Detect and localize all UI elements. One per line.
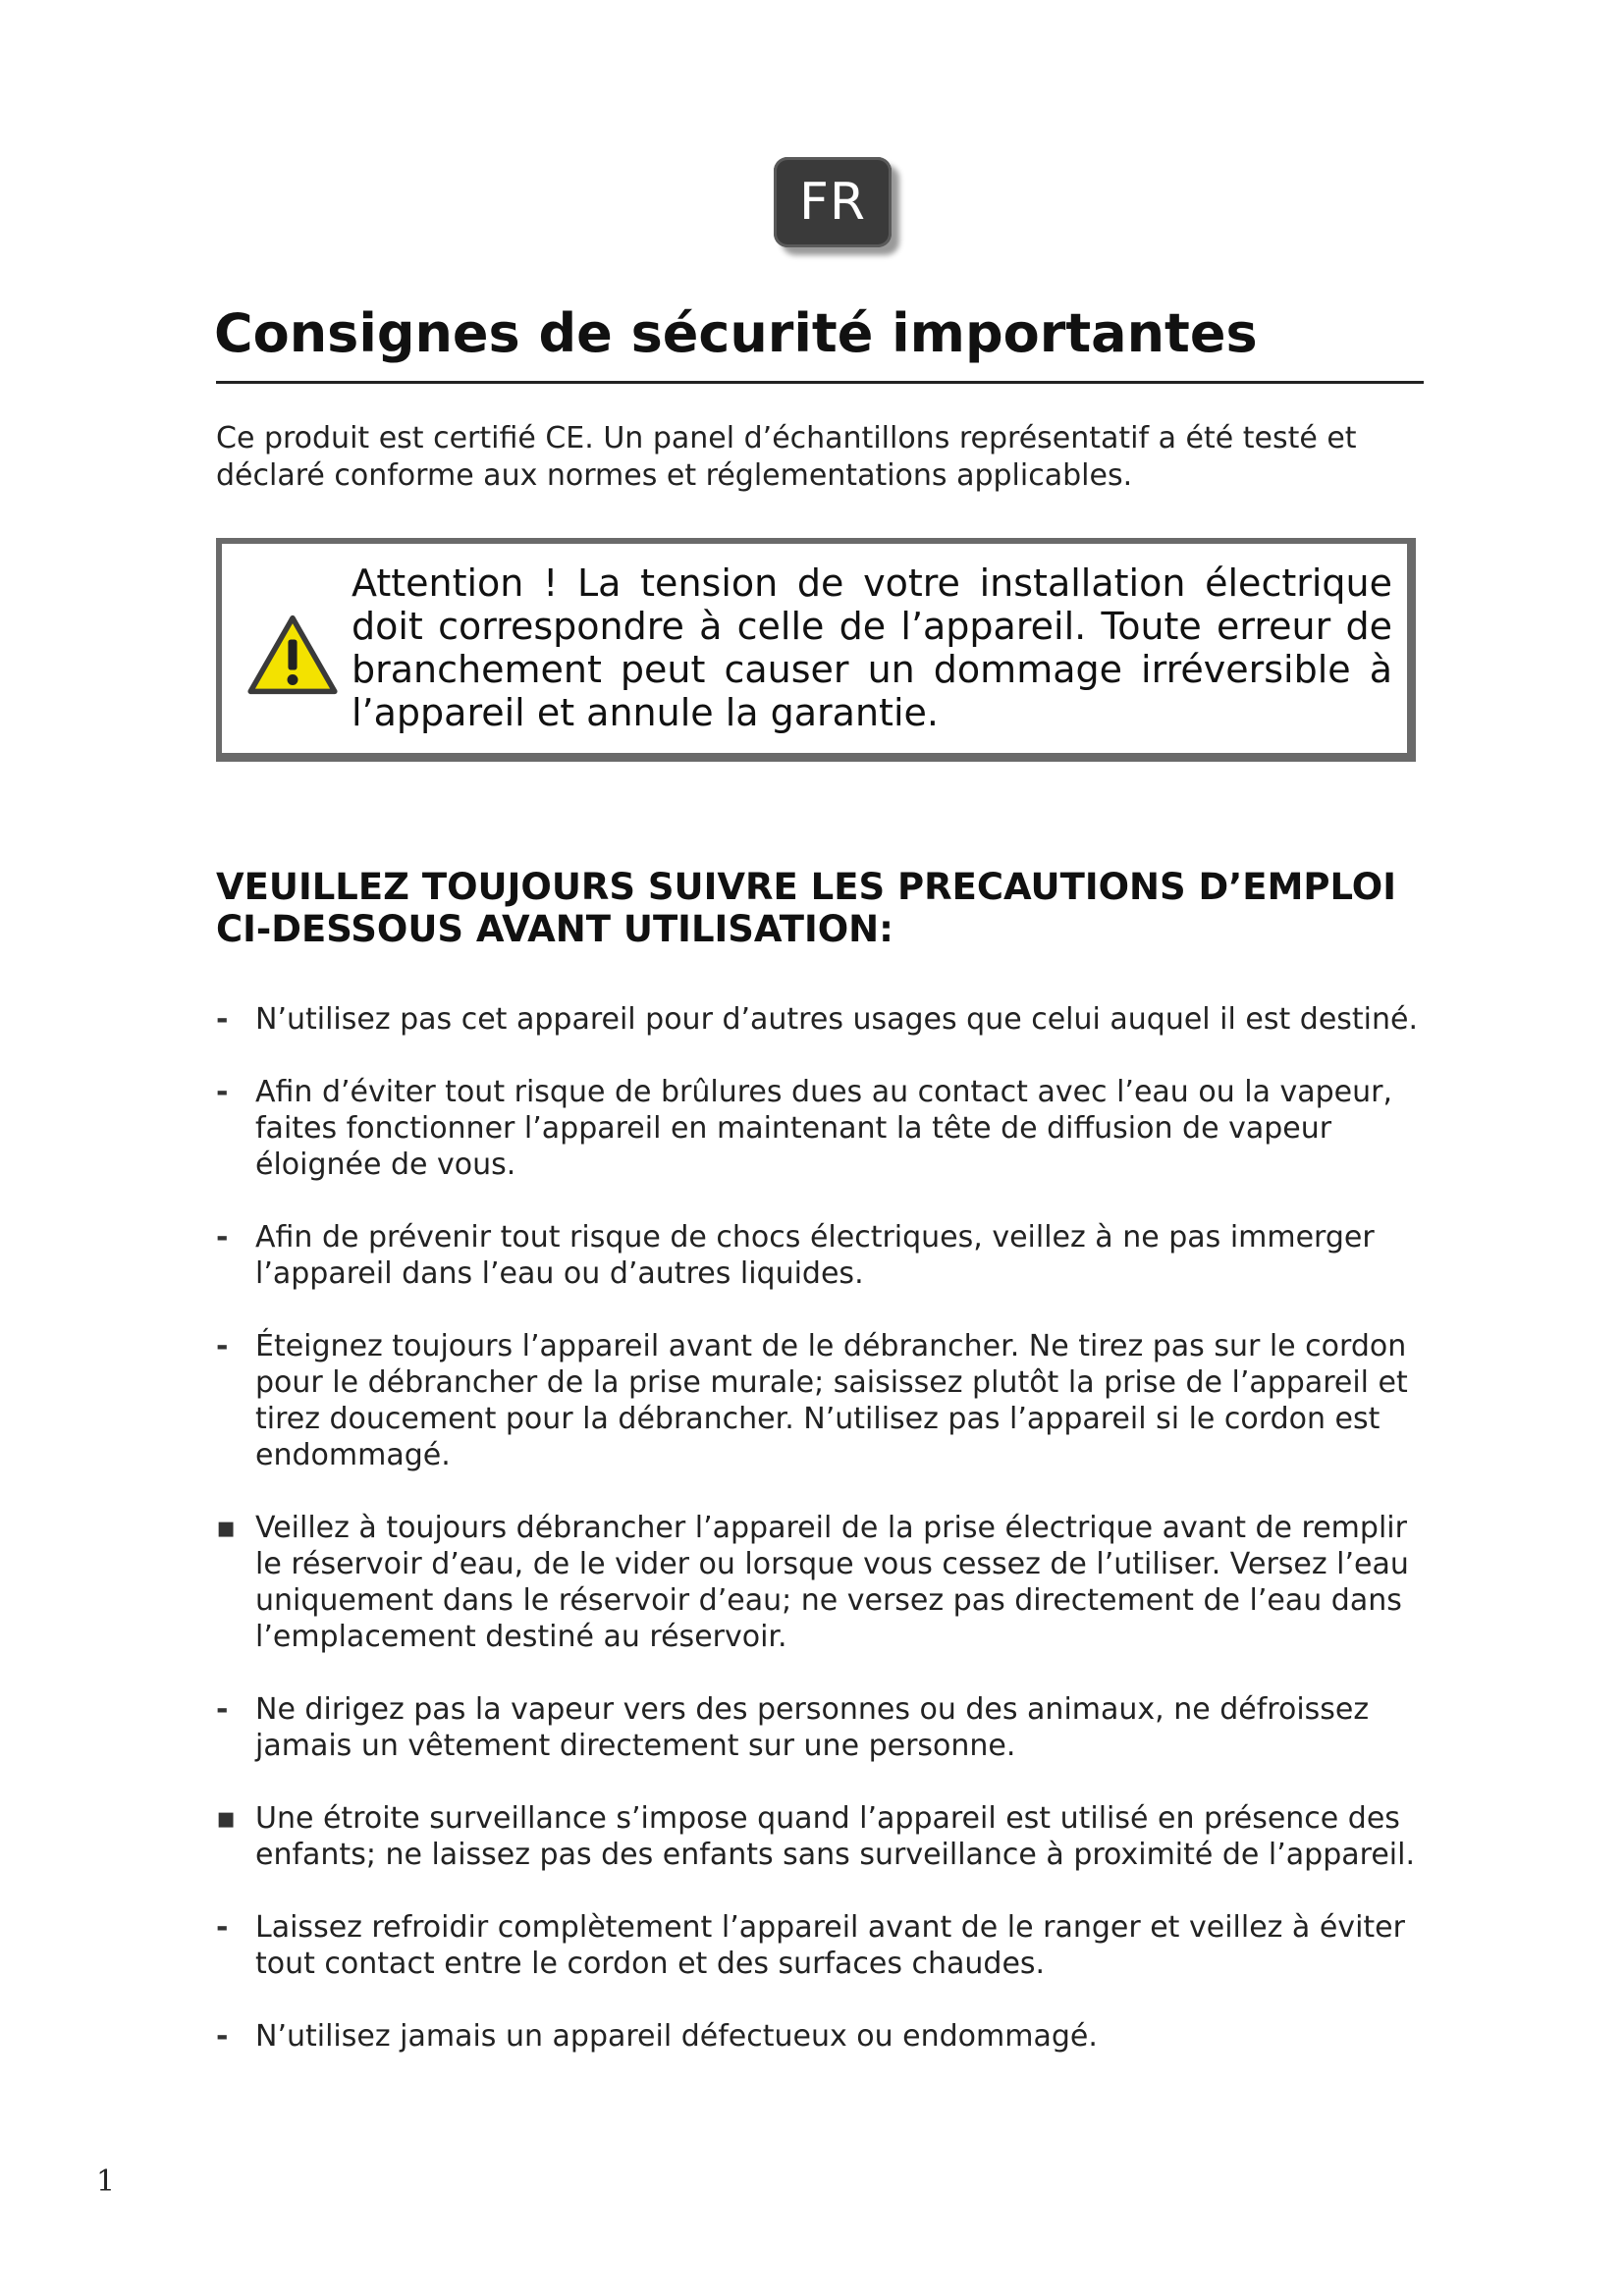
warning-text: Attention ! La tension de votre installation électrique doit correspondre à celle de l’appareil. Toute erreur de branchement peut causer un dommage irréversible à l’appareil et annule la garantie. [352,561,1392,734]
precautions-list [216,1001,1434,2091]
list-item-text: Ne dirigez pas la vapeur vers des personnes ou des animaux, ne défroissez jamais un vêtement directement sur une personne. [255,1692,1370,1763]
warning-triangle-icon [247,614,338,695]
list-item [216,1800,1434,1873]
list-item-text: Laissez refroidir complètement l’appareil avant de le ranger et veillez à éviter tout contact entre le cordon et des surfaces chaudes. [255,1910,1405,1981]
list-item [216,1219,1434,1292]
list-item [216,1074,1434,1183]
bullet-mark: - [216,1329,229,1363]
bullet-mark: - [216,1910,229,1945]
list-item-text: N’utilisez pas cet appareil pour d’autres usages que celui auquel il est destiné. [255,1002,1419,1037]
bullet-mark: - [216,1002,229,1037]
bullet-mark: - [216,2019,229,2054]
list-item-text: Afin d’éviter tout risque de brûlures dues au contact avec l’eau ou la vapeur, faites fonctionner l’appareil en maintenant la tête de diffusion de vapeur éloignée de vous. [255,1075,1393,1182]
warning-box [216,538,1416,762]
page-number: 1 [96,2164,116,2199]
bullet-mark: - [216,1075,229,1109]
page-title: Consignes de sécurité importantes [214,302,1258,364]
list-item [216,1328,1434,1473]
bullet-mark: - [216,1692,229,1727]
list-item-text: Une étroite surveillance s’impose quand l’appareil est utilisé en présence des enfants; ne laissez pas des enfants sans surveillance à proximité de l’appareil. [255,1801,1415,1872]
list-item [216,1691,1434,1764]
list-item-text: Éteignez toujours l’appareil avant de le débrancher. Ne tirez pas sur le cordon pour le débrancher de la prise murale; saisissez plutôt la prise de l’appareil et tirez doucement pour la débrancher. N’utilisez pas l’appareil si le cordon est endommagé. [255,1329,1408,1472]
list-item [216,1001,1434,1038]
list-item [216,2018,1434,2055]
bullet-mark: - [216,1220,229,1255]
list-item-text: Afin de prévenir tout risque de chocs électriques, veillez à ne pas immerger l’appareil dans l’eau ou d’autres liquides. [255,1220,1375,1291]
intro-paragraph: Ce produit est certifié CE. Un panel d’échantillons représentatif a été testé et déclaré conforme aux normes et réglementations applicables. [216,421,1357,493]
bullet-mark: ▪ [216,1801,237,1836]
list-item [216,1909,1434,1982]
list-item [216,1510,1434,1655]
bullet-mark: ▪ [216,1511,237,1545]
title-divider [216,381,1424,384]
section-heading: VEUILLEZ TOUJOURS SUIVRE LES PRECAUTIONS D’EMPLOI CI-DESSOUS AVANT UTILISATION: [216,866,1396,950]
list-item-text: N’utilisez jamais un appareil défectueux ou endommagé. [255,2019,1098,2054]
list-item-text: Veillez à toujours débrancher l’appareil de la prise électrique avant de remplir le réservoir d’eau, de le vider ou lorsque vous cessez de l’utiliser. Versez l’eau uniquement dans le réservoir d’eau; ne versez pas directement de l’eau dans l’emplacement destiné au réservoir. [255,1511,1409,1654]
language-badge: FR [774,157,892,247]
